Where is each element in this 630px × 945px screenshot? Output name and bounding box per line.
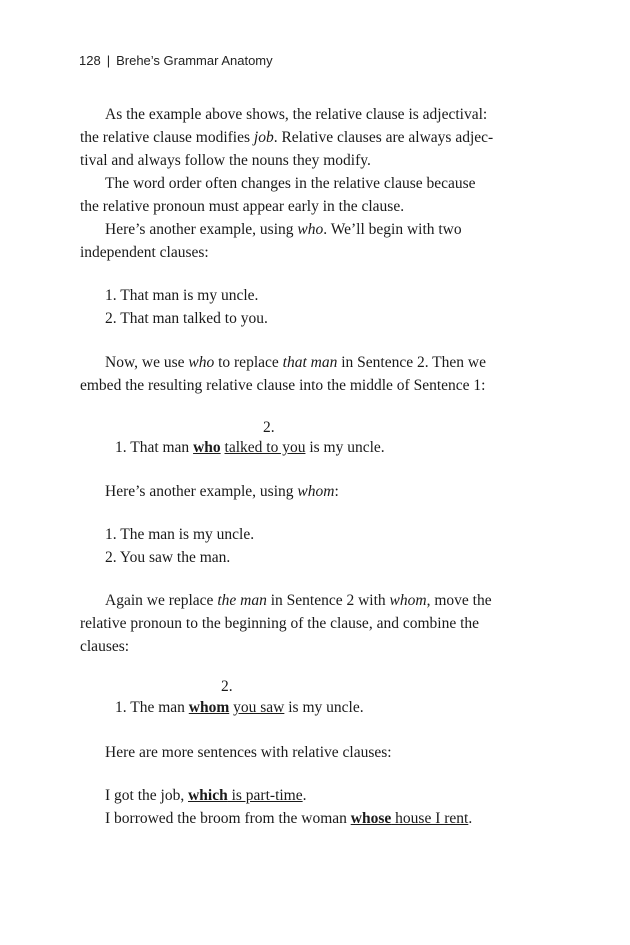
para5-line1: Here’s another example, using whom: — [105, 483, 339, 500]
list2-item2: 2. You saw the man. — [105, 549, 231, 566]
para6-line2: relative pronoun to the beginning of the clause, and combine the — [80, 615, 480, 632]
example1-marker: 2. — [263, 419, 275, 436]
header-separator: | — [106, 53, 111, 68]
example3-sentence: I got the job, which is part-time. — [105, 787, 307, 804]
para3-line1: Here’s another example, using who. We’ll begin with two — [105, 221, 462, 238]
para1-line3: tival and always follow the nouns they modify. — [80, 152, 371, 169]
para2-line1: The word order often changes in the relative clause because — [105, 175, 476, 192]
list1-item1: 1. That man is my uncle. — [105, 287, 259, 304]
para3-line2: independent clauses: — [80, 244, 209, 261]
relative-clause: whose house I rent — [350, 810, 469, 827]
relative-pronoun: whom — [188, 699, 230, 716]
para7-line1: Here are more sentences with relative clauses: — [105, 744, 392, 761]
running-header — [79, 53, 273, 68]
para1-line1: As the example above shows, the relative clause is adjectival: — [105, 106, 488, 123]
list2-item1: 1. The man is my uncle. — [105, 526, 255, 543]
para1-line2: the relative clause modifies job. Relative clauses are always adjec- — [80, 129, 494, 146]
example2-marker: 2. — [221, 678, 233, 695]
relative-pronoun: who — [193, 439, 221, 456]
relative-clause: talked to you — [224, 439, 306, 456]
relative-clause: you saw — [233, 699, 285, 716]
example1-sentence: 1. That man who talked to you is my uncle. — [115, 439, 385, 456]
book-title: Brehe’s Grammar Anatomy — [116, 53, 273, 68]
para4-line2: embed the resulting relative clause into the middle of Sentence 1: — [80, 377, 486, 394]
para4-line1: Now, we use who to replace that man in Sentence 2. Then we — [105, 354, 486, 371]
para6-line3: clauses: — [80, 638, 130, 655]
para6-line1: Again we replace the man in Sentence 2 with whom, move the — [105, 592, 492, 609]
para2-line2: the relative pronoun must appear early in the clause. — [80, 198, 405, 215]
relative-pronoun: whose — [350, 810, 392, 827]
page-number: 128 — [79, 53, 101, 68]
relative-pronoun: which — [188, 787, 228, 804]
relative-clause: which is part-time — [188, 787, 303, 804]
example2-sentence: 1. The man whom you saw is my uncle. — [115, 699, 364, 716]
example4-sentence: I borrowed the broom from the woman whose house I rent. — [105, 810, 473, 827]
list1-item2: 2. That man talked to you. — [105, 310, 268, 327]
